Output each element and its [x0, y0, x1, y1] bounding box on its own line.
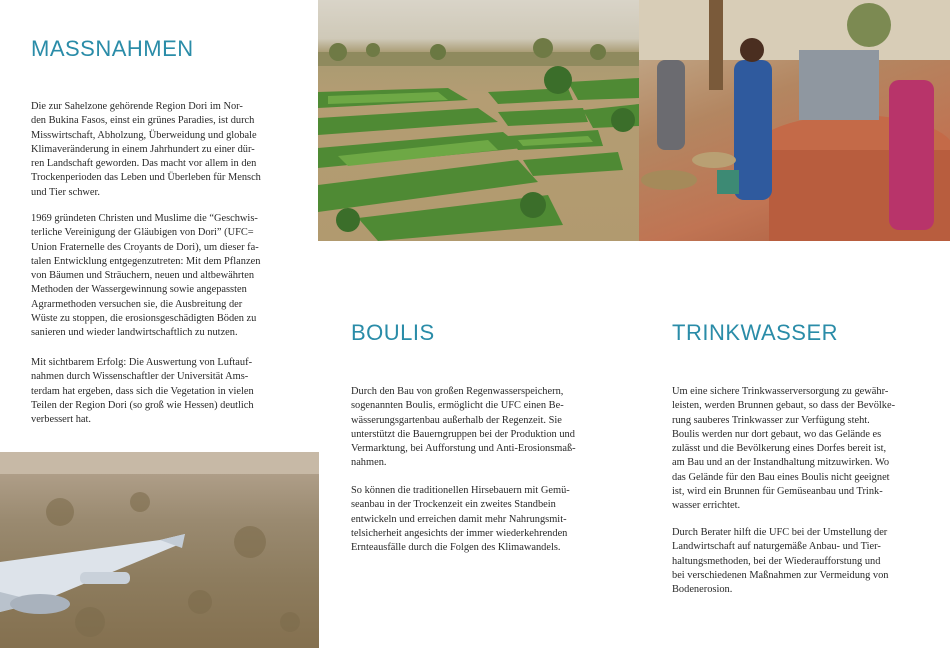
text-line: seanbau in der Trockenzeit ein zweites Standbein — [351, 499, 556, 511]
text-line: talen Entwicklung entgegenzutreten: Mit dem Pflanzen — [31, 255, 261, 267]
massnahmen-paragraph-3 — [31, 356, 293, 427]
text-line: Vermarktung, bei Aufforstung und Anti-Erosionsmaß- — [351, 443, 576, 455]
text-line: Teilen der Region Dori (so groß wie Hessen) deutlich — [31, 399, 254, 411]
text-line: rung sauberes Trinkwasser zur Verfügung steht. — [672, 414, 870, 426]
text-line: den Bukina Fasos, einst ein grünes Paradies, ist durch — [31, 115, 255, 127]
text-line: terliche Vereinigung der Gläubigen von Dori” (UFC= — [31, 227, 254, 239]
text-line: terdam hat ergeben, dass sich die Vegetation in vielen — [31, 385, 254, 397]
text-line: nahmen. — [351, 457, 387, 469]
text-line: nahmen durch Wissenschaftler der Universität Ams- — [31, 371, 249, 383]
text-line: Landwirtschaft auf naturgemäße Anbau- und Tier- — [672, 541, 881, 553]
text-line: wasser errichtet. — [672, 500, 741, 512]
text-line: haltungsmethoden, bei der Wiederaufforstung und — [672, 555, 881, 567]
text-line: sanieren und wieder landwirtschaftlich zu nutzen. — [31, 327, 238, 339]
massnahmen-paragraph-1 — [31, 100, 293, 200]
text-line: Misswirtschaft, Abholzung, Überweidung und globale — [31, 129, 257, 141]
text-line: Durch Berater hilft die UFC bei der Umstellung der — [672, 527, 888, 538]
massnahmen-heading: MASSNAHMEN — [31, 36, 194, 61]
text-line: telsicherheit angesichts der immer wiederkehrenden — [351, 527, 568, 539]
text-line: bei verschiedenen Maßnahmen zur Vermeidung von — [672, 569, 889, 581]
text-line: Trockenperioden das Leben und Überleben für Mensch — [31, 172, 261, 184]
text-line: Klimaveränderung in einem Jahrhundert zu einer dür- — [31, 143, 255, 155]
text-line: leisten, werden Brunnen gebaut, so dass der Bevölke- — [672, 400, 896, 412]
text-line: sogenannten Boulis, ermöglicht die UFC einen Be- — [351, 400, 564, 412]
trinkwasser-heading: TRINKWASSER — [672, 320, 839, 345]
text-line: das Gelände für den Bau eines Boulis nicht geeignet — [672, 471, 890, 483]
text-line: Wüste zu stoppen, die erosionsgeschädigten Böden zu — [31, 313, 257, 325]
water-well-photo — [639, 0, 950, 241]
text-line: zulässt und die Bevölkerung eines Dorfes bereit ist, — [672, 443, 887, 455]
text-line: Durch den Bau von großen Regenwasserspeichern, — [351, 386, 564, 397]
trinkwasser-paragraph-2 — [672, 526, 934, 597]
text-line: am Bau und an der Instandhaltung mitzuwirken. Wo — [672, 457, 890, 469]
boulis-paragraph-1 — [351, 385, 613, 471]
text-line: So können die traditionellen Hirsebauern mit Gemü- — [351, 485, 570, 496]
text-line: wässerungsgartenbau außerhalb der Regenzeit. Sie — [351, 414, 562, 426]
text-line: ren Landschaft geworden. Das macht vor allem in den — [31, 158, 257, 170]
text-line: Die zur Sahelzone gehörende Region Dori im Nor- — [31, 101, 243, 112]
text-line: Um eine sichere Trinkwasserversorgung zu gewähr- — [672, 386, 889, 397]
text-line: entwickeln und erreichen damit mehr Nahrungsmit- — [351, 513, 567, 525]
text-line: unterstützt die Bauerngruppen bei der Produktion und — [351, 428, 575, 440]
text-line: Bodenerosion. — [672, 584, 733, 596]
boulis-heading: BOULIS — [351, 320, 435, 345]
massnahmen-paragraph-2 — [31, 212, 293, 341]
text-line: 1969 gründeten Christen und Muslime die “Geschwis- — [31, 213, 258, 224]
text-line: Agrarmethoden versuchen sie, die Ausbreitung der — [31, 298, 243, 310]
garden-plots-photo — [318, 0, 639, 241]
text-line: Ernteausfälle durch die Folgen des Klimawandels. — [351, 542, 561, 554]
text-line: Methoden der Wassergewinnung sowie angepassten — [31, 284, 247, 296]
aerial-view-photo — [0, 452, 319, 648]
text-line: Boulis werden nur dort gebaut, wo das Gelände es — [672, 428, 882, 440]
trinkwasser-paragraph-1 — [672, 385, 934, 514]
text-line: und Tier schwer. — [31, 186, 100, 198]
text-line: Union Fraternelle des Croyants de Dori), um dieser fa- — [31, 241, 259, 253]
text-line: ist, wird ein Brunnen für Gemüseanbau und Trink- — [672, 486, 883, 498]
boulis-paragraph-2 — [351, 484, 613, 555]
text-line: Mit sichtbarem Erfolg: Die Auswertung von Luftauf- — [31, 357, 253, 368]
text-line: von Bäumen und Sträuchern, neuen und altbewährten — [31, 270, 255, 282]
text-line: verbessert hat. — [31, 414, 92, 426]
